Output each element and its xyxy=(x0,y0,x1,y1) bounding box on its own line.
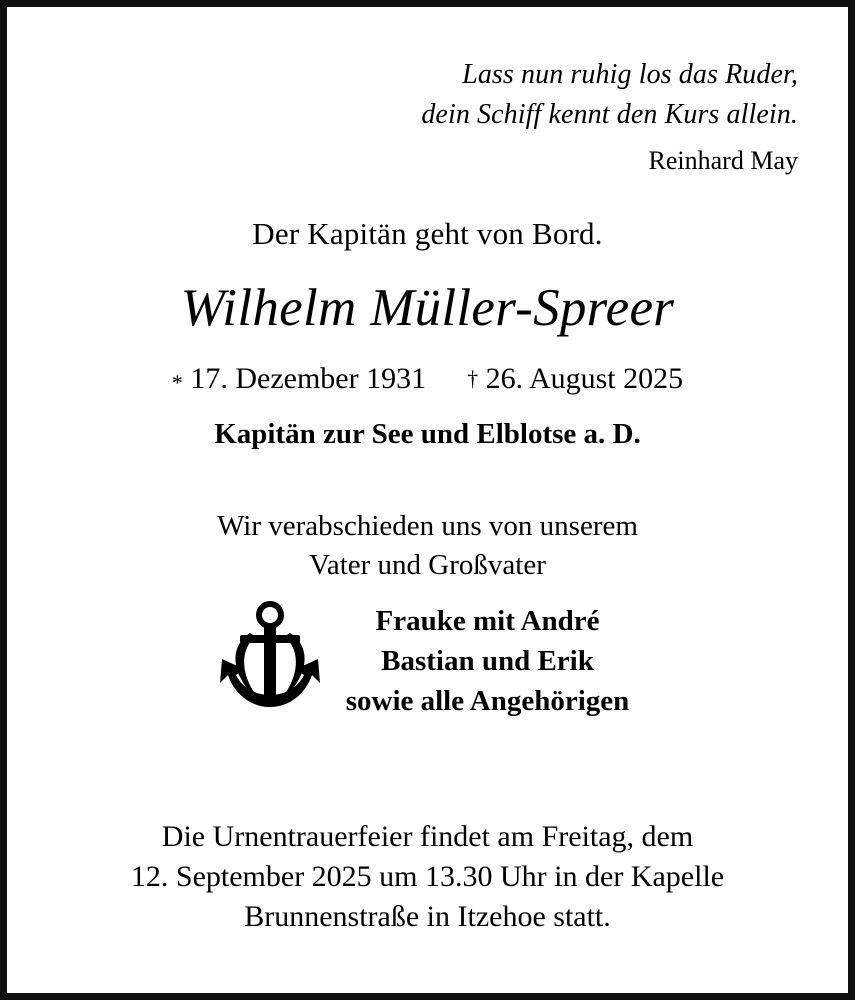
farewell-line-1: Wir verabschieden uns von unserem xyxy=(217,509,638,542)
birth-date: 17. Dezember 1931 xyxy=(190,361,427,395)
ceremony-line-1: Die Urnentrauerfeier findet am Freitag, dem xyxy=(161,820,694,854)
deceased-name: Wilhelm Müller-Spreer xyxy=(180,278,675,337)
profession-line: Kapitän zur See und Elblotse a. D. xyxy=(214,417,641,450)
quote-line-2: dein Schiff kennt den Kurs allein. xyxy=(421,98,798,130)
family-names xyxy=(346,601,660,721)
death-date: 26. August 2025 xyxy=(485,361,684,395)
family-line-3: sowie alle Angehörigen xyxy=(345,684,630,717)
ceremony-line-2: 12. September 2025 um 13.30 Uhr in der Kapelle xyxy=(130,860,725,894)
ceremony-details xyxy=(51,817,804,937)
lead-line: Der Kapitän geht von Bord. xyxy=(252,215,603,251)
farewell-text xyxy=(51,507,804,585)
death-symbol: † xyxy=(467,365,479,391)
quote-line-1: Lass nun ruhig los das Ruder, xyxy=(462,59,798,90)
life-dates xyxy=(51,362,804,396)
anchor-icon xyxy=(196,597,346,725)
family-line-2: Bastian und Erik xyxy=(381,644,594,677)
birth-symbol: * xyxy=(171,369,183,395)
quote-block xyxy=(51,55,804,180)
farewell-line-2: Vater und Großvater xyxy=(309,548,546,581)
ceremony-line-3: Brunnenstraße in Itzehoe statt. xyxy=(244,900,611,934)
family-line-1: Frauke mit André xyxy=(375,604,600,637)
family-section xyxy=(51,597,804,725)
quote-author: Reinhard May xyxy=(648,145,798,175)
